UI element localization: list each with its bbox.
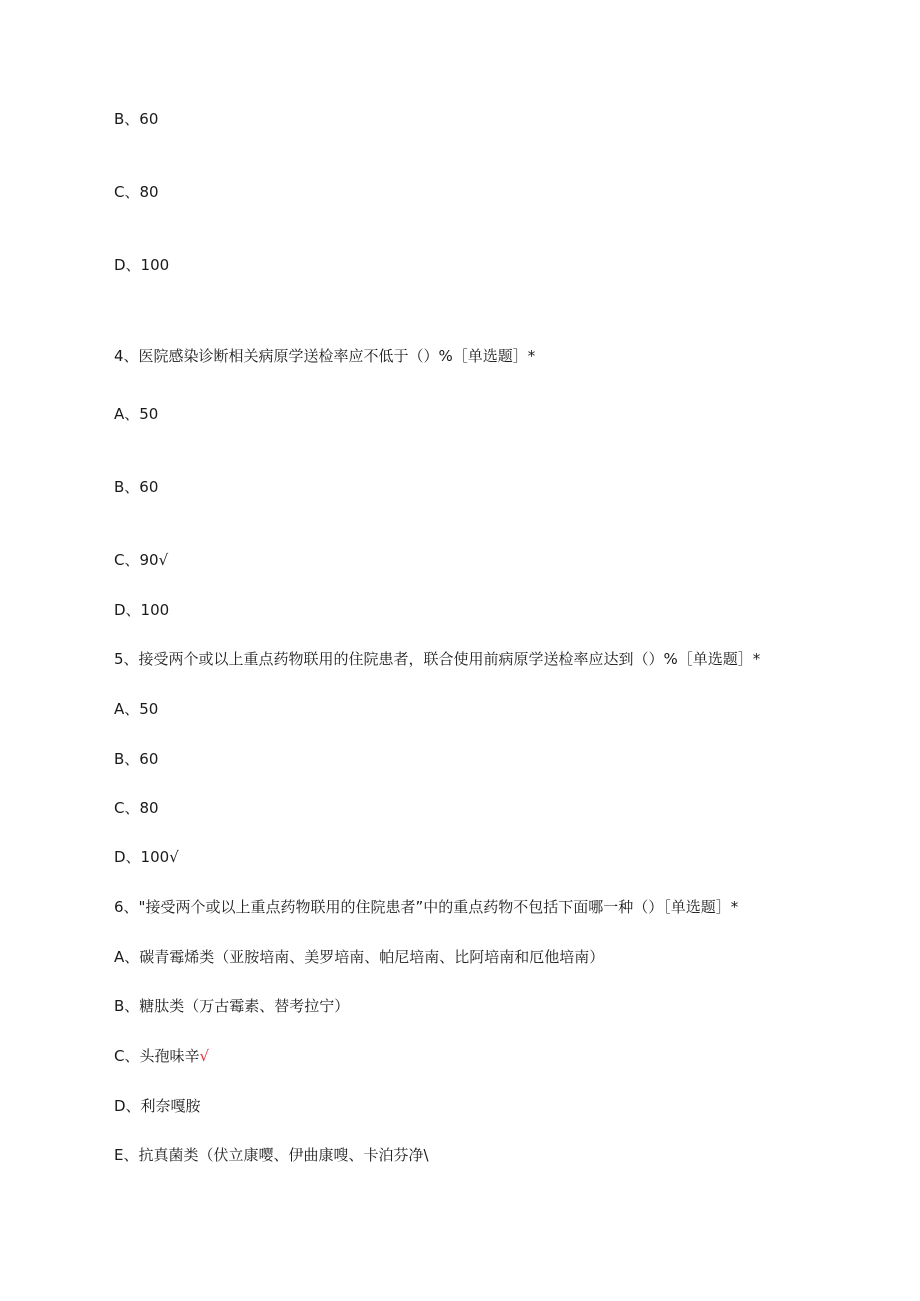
question-title: 6、"接受两个或以上重点药物联用的住院患者”中的重点药物不包括下面哪一种（）［单选题］*: [114, 898, 739, 916]
option-text: C、头孢味辛: [114, 1047, 200, 1065]
option-text: D、利奈嘎胺: [114, 1097, 201, 1115]
q5-option-b: [114, 749, 158, 769]
q6-option-d: [114, 1096, 201, 1116]
q6-option-a: [114, 947, 604, 967]
question-title: 4、医院感染诊断相关病原学送检率应不低于（）%［单选题］*: [114, 347, 536, 365]
option-text: C、90: [114, 551, 159, 569]
option-text: C、80: [114, 799, 159, 817]
q4-option-b: [114, 477, 158, 497]
q5-title: [114, 649, 760, 669]
option-text: D、100: [114, 848, 170, 866]
answer-check-mark: √: [169, 848, 179, 866]
option-text: D、100: [114, 601, 170, 619]
option-text: A、50: [114, 405, 159, 423]
q5-option-d: [114, 847, 179, 867]
q6-title: [114, 897, 738, 917]
option-text: B、60: [114, 110, 159, 128]
q6-option-c: [114, 1046, 209, 1066]
q6-option-b: [114, 996, 349, 1016]
option-text: D、100: [114, 256, 170, 274]
option-text: E、抗真菌类（伏立康嘤、伊曲康嗖、卡泊芬净\: [114, 1146, 429, 1164]
answer-check-mark: √: [158, 551, 169, 569]
q5-option-a: [114, 699, 158, 719]
q4-title: [114, 346, 535, 366]
q4-option-c: [114, 550, 168, 570]
question-title: 5、接受两个或以上重点药物联用的住院患者，联合使用前病原学送检率应达到（）%［单选题］*: [114, 650, 761, 668]
option-text: C、80: [114, 183, 159, 201]
option-text: B、60: [114, 750, 159, 768]
q3-option-c: [114, 182, 159, 202]
option-text: B、60: [114, 478, 159, 496]
q4-option-a: [114, 404, 158, 424]
option-text: A、碳青霉烯类（亚胺培南、美罗培南、帕尼培南、比阿培南和厄他培南）: [114, 948, 605, 966]
q3-option-b: [114, 109, 158, 129]
q4-option-d: [114, 600, 169, 620]
answer-check-mark: √: [199, 1047, 210, 1065]
q5-option-c: [114, 798, 159, 818]
option-text: A、50: [114, 700, 159, 718]
q3-option-d: [114, 255, 169, 275]
option-text: B、糖肽类（万古霉素、替考拉宁）: [114, 997, 350, 1015]
q6-option-e: [114, 1145, 429, 1165]
